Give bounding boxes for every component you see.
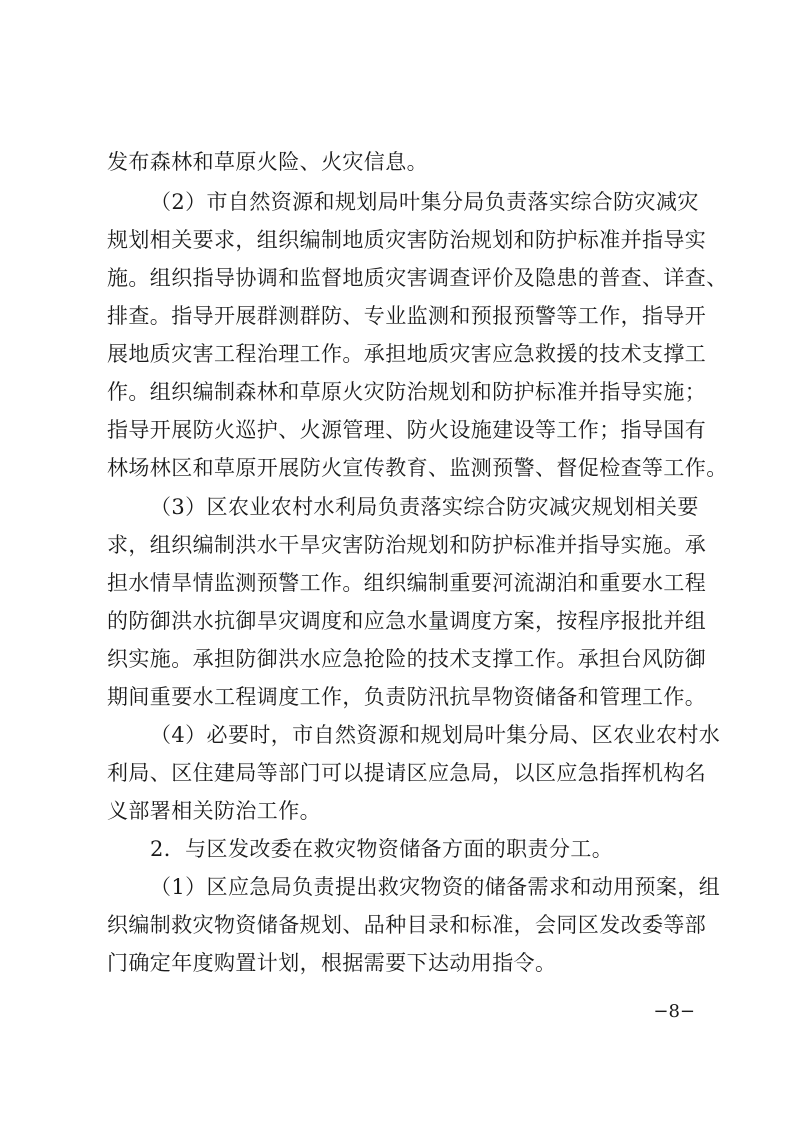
text-line: 利局、区住建局等部门可以提请区应急局，以区应急指挥机构名	[107, 761, 707, 785]
text-line: 担水情旱情监测预警工作。组织编制重要河流湖泊和重要水工程	[107, 571, 707, 595]
text-line: 义部署相关防治工作。	[107, 799, 321, 823]
text-line: 林场林区和草原开展防火宣传教育、监测预警、督促检查等工作。	[107, 456, 728, 480]
text-line: 发布森林和草原火险、火灾信息。	[107, 150, 428, 174]
text-line: 指导开展防火巡护、火源管理、防火设施建设等工作；指导国有	[107, 418, 707, 442]
text-line: （4）必要时，市自然资源和规划局叶集分局、区农业农村水	[150, 723, 721, 747]
text-line: 的防御洪水抗御旱灾调度和应急水量调度方案，按程序报批并组	[107, 609, 707, 633]
text-line: 规划相关要求，组织编制地质灾害防治规划和防护标准并指导实	[107, 228, 707, 252]
text-line: 求，组织编制洪水干旱灾害防治规划和防护标准并指导实施。承	[107, 533, 707, 557]
text-line: 门确定年度购置计划，根据需要下达动用指令。	[107, 951, 557, 975]
text-line: 排查。指导开展群测群防、专业监测和预报预警等工作，指导开	[107, 304, 707, 328]
text-line: （2）市自然资源和规划局叶集分局负责落实综合防灾减灾	[150, 190, 699, 214]
text-line: 展地质灾害工程治理工作。承担地质灾害应急救援的技术支撑工	[107, 342, 707, 366]
text-line: （3）区农业农村水利局负责落实综合防灾减灾规划相关要	[150, 495, 699, 519]
text-line: 2．与区发改委在救灾物资储备方面的职责分工。	[150, 837, 614, 861]
text-line: 作。组织编制森林和草原火灾防治规划和防护标准并指导实施；	[107, 380, 707, 404]
page-number: −8−	[653, 1001, 695, 1022]
text-line: 织实施。承担防御洪水应急抢险的技术支撑工作。承担台风防御	[107, 647, 707, 671]
text-line: 织编制救灾物资储备规划、品种目录和标准，会同区发改委等部	[107, 913, 707, 937]
text-line: （1）区应急局负责提出救灾物资的储备需求和动用预案，组	[150, 875, 721, 899]
text-line: 施。组织指导协调和监督地质灾害调查评价及隐患的普查、详查、	[107, 266, 728, 290]
text-line: 期间重要水工程调度工作，负责防汛抗旱物资储备和管理工作。	[107, 685, 707, 709]
